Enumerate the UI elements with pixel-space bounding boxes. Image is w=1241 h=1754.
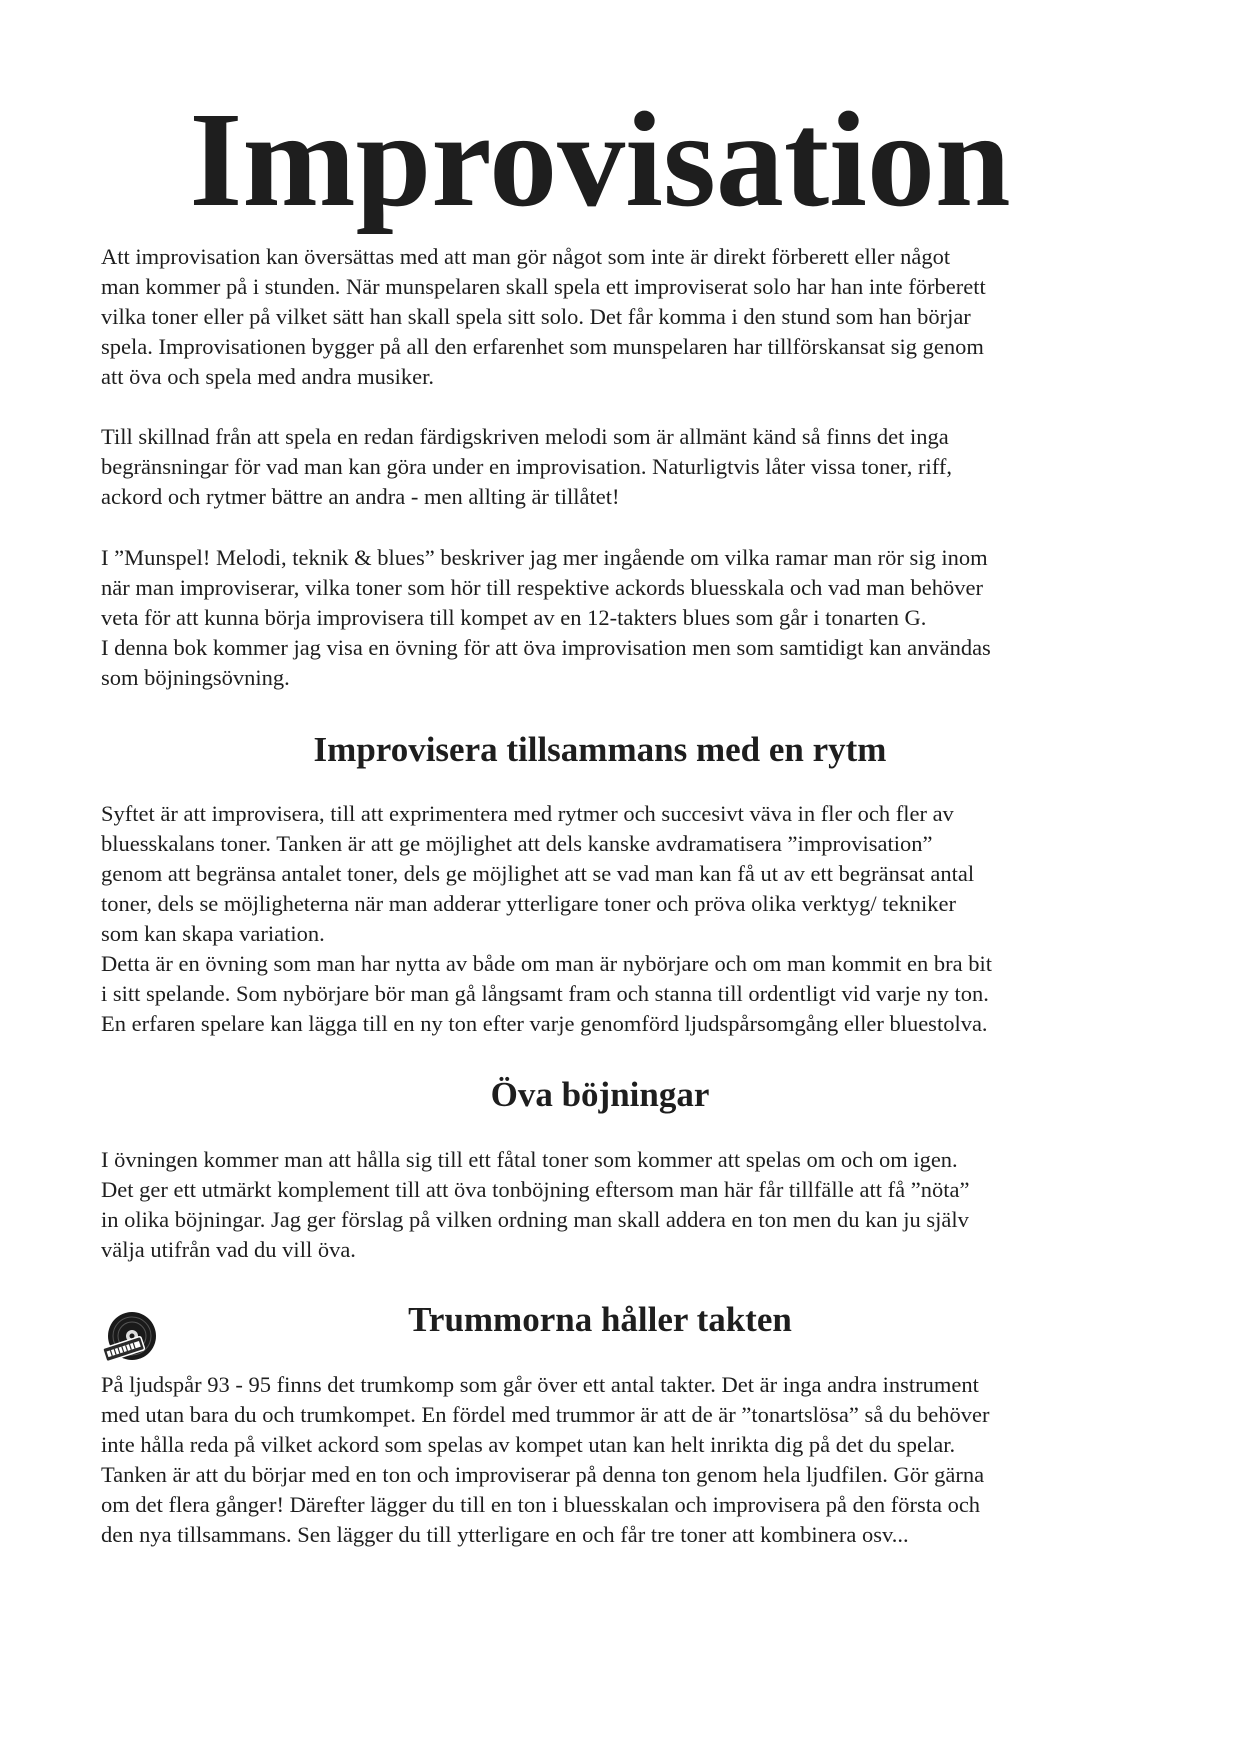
page-title: Improvisation: [189, 85, 1011, 235]
intro-paragraph-3: I ”Munspel! Melodi, teknik & blues” beskriver jag mer ingående om vilka ramar man rör sig inom när man improviserar, vilka toner som hör till respektive ackords bluesskala och vad man behöver veta för att kunna börja improvisera till kompet av en 12-takters blues som går i tonarten G. I denna bok kommer jag visa en övning för att öva improvisation men som samtidigt kan användas som böjningsövning.: [101, 545, 991, 690]
section-body-ova-bojningar: I övningen kommer man att hålla sig till ett fåtal toner som kommer att spelas om och om igen. Det ger ett utmärkt komplement till att öva tonböjning eftersom man här får tillfälle att få ”nöta” in olika böjningar. Jag ger förslag på vilken ordning man skall addera en ton men du kan ju själv välja utifrån vad du vill öva.: [101, 1147, 970, 1262]
section-heading-ova-bojningar: Öva böjningar: [490, 1075, 710, 1114]
intro-paragraph-1: Att improvisation kan översättas med att man gör något som inte är direkt förberett eller något man kommer på i stunden. När munspelaren skall spela ett improviserat solo har han inte förberett vilka toner eller på vilket sätt han skall spela sitt solo. Det får komma i den stund som han börjar spela. Improvisationen bygger på all den erfarenhet som munspelaren har tillförskansat sig genom att öva och spela med andra musiker.: [101, 244, 986, 389]
section-body-improvisera: Syftet är att improvisera, till att exprimentera med rytmer och succesivt väva in fler och fler av bluesskalans toner. Tanken är att ge möjlighet att dels kanske avdramatisera ”improvisation” genom att begränsa antalet toner, dels ge möjlighet att se vad man kan få ut av ett begränsat antal toner, dels se möjligheterna när man adderar ytterligare toner och pröva olika verktyg/ tekniker som kan skapa variation. Detta är en övning som man har nytta av både om man är nybörjare och om man kommit en bra bit i sitt spelande. Som nybörjare bör man gå långsamt fram och stanna till ordentligt vid varje ny ton. En erfaren spelare kan lägga till en ny ton efter varje genomförd ljudspårsomgång eller bluestolva.: [101, 801, 992, 1036]
section-heading-improvisera: Improvisera tillsammans med en rytm: [313, 730, 887, 769]
intro-paragraph-2: Till skillnad från att spela en redan färdigskriven melodi som är allmänt känd så finns det inga begränsningar för vad man kan göra under en improvisation. Naturligtvis låter vissa toner, riff, ackord och rytmer bättre an andra - men allting är tillåtet!: [101, 424, 952, 509]
section-heading-trummorna: Trummorna håller takten: [408, 1300, 792, 1339]
section-body-trummorna: På ljudspår 93 - 95 finns det trumkomp som går över ett antal takter. Det är inga andra instrument med utan bara du och trumkompet. En fördel med trummor är att de är ”tonartslösa” så du behöver inte hålla reda på vilket ackord som spelas av kompet utan kan helt inrikta dig på det du spelar. Tanken är att du börjar med en ton och improviserar på denna ton genom hela ljudfilen. Gör gärna om det flera gånger! Därefter lägger du till en ton i bluesskalan och improvisera på den första och den nya tillsammans. Sen lägger du till ytterligare en och får tre toner att kombinera osv...: [101, 1372, 990, 1547]
